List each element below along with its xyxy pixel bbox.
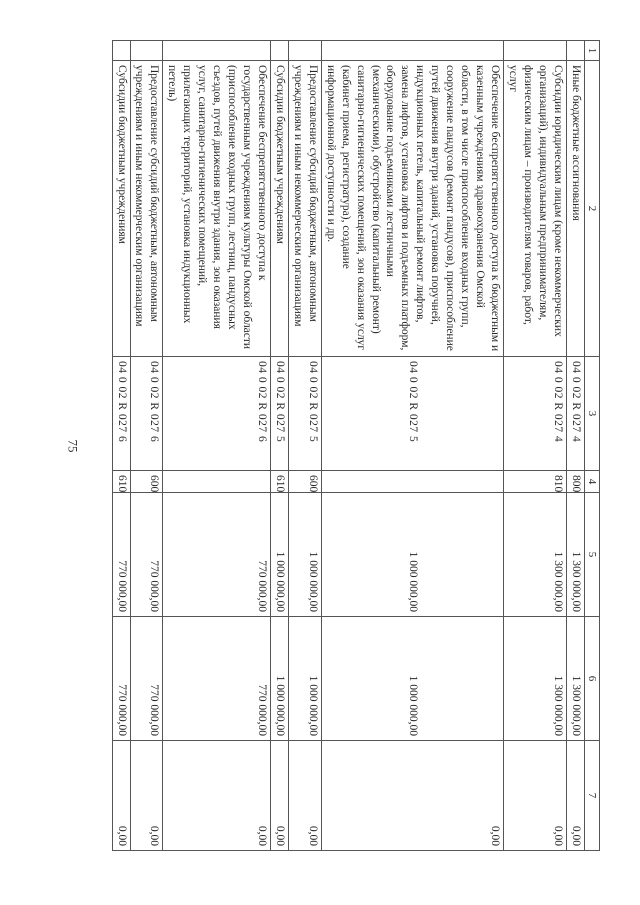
row-value-7: 0,00 — [112, 741, 130, 851]
row-kind: 800 — [566, 471, 584, 493]
table-row — [130, 41, 163, 851]
row-value-7: 0,00 — [288, 741, 321, 851]
row-name: Обеспечение беспрепятственного доступа к бюджетным и казенным учреждениям здравоохранения Омской области, в том числе приспособление входных групп, сооружение пандусов (ремонт пандусов), приспособление путей движения внутри зданий, установка поручней, индукционных петель, капитальный ремонт лифтов, замена лифтов, установка лифтов и подъемных платформ, оборудование подъемниками лестничными (механическими), обустройство (капитальный ремонт) санитарно-гигиенических помещений, зон оказания услуг (кабинет приема, регистратура), создание информационной доступности и др. — [321, 61, 503, 357]
row-index-cell — [566, 41, 584, 61]
row-value-6: 1 000 000,00 — [321, 617, 503, 741]
row-value-6: 770 000,00 — [112, 617, 130, 741]
row-name: Субсидии бюджетным учреждениям — [112, 61, 130, 357]
row-code: 04 0 02 R 027 4 — [566, 357, 584, 471]
row-name: Субсидии бюджетным учреждениям — [270, 61, 288, 357]
row-index-cell — [130, 41, 163, 61]
row-name: Иные бюджетные ассигнования — [566, 61, 584, 357]
row-index-cell — [288, 41, 321, 61]
row-value-6: 1 300 000,00 — [566, 617, 584, 741]
row-index-cell — [504, 41, 567, 61]
row-kind: 810 — [504, 471, 567, 493]
row-value-5: 770 000,00 — [130, 493, 163, 617]
table-row — [504, 41, 567, 851]
row-kind: 600 — [130, 471, 163, 493]
row-value-6: 1 000 000,00 — [270, 617, 288, 741]
row-value-7: 0,00 — [163, 741, 271, 851]
table-row — [112, 41, 130, 851]
page-number: 75 — [65, 439, 81, 453]
table-row — [566, 41, 584, 851]
row-value-5: 1 300 000,00 — [566, 493, 584, 617]
row-value-6: 1 300 000,00 — [504, 617, 567, 741]
row-value-5: 1 300 000,00 — [504, 493, 567, 617]
row-name: Предоставление субсидий бюджетным, автономным учреждениям и иным некоммерческим организациям — [130, 61, 163, 357]
row-value-5: 1 000 000,00 — [321, 493, 503, 617]
row-code: 04 0 02 R 027 5 — [321, 357, 503, 471]
row-value-7: 0,00 — [504, 741, 567, 851]
row-index-cell — [321, 41, 503, 61]
row-code: 04 0 02 R 027 6 — [130, 357, 163, 471]
row-kind — [321, 471, 503, 493]
row-value-5: 770 000,00 — [163, 493, 271, 617]
col-header-2: 2 — [584, 61, 599, 357]
row-value-6: 770 000,00 — [163, 617, 271, 741]
row-value-7: 0,00 — [566, 741, 584, 851]
row-name: Субсидии юридическим лицам (кроме некоммерческих организаций), индивидуальным предпринимателям, физическим лицам – производителям товаров, работ, услуг — [504, 61, 567, 357]
row-kind: 610 — [270, 471, 288, 493]
row-code: 04 0 02 R 027 6 — [112, 357, 130, 471]
row-value-7: 0,00 — [270, 741, 288, 851]
row-value-6: 1 000 000,00 — [288, 617, 321, 741]
row-code: 04 0 02 R 027 6 — [163, 357, 271, 471]
table-row — [321, 41, 503, 851]
row-code: 04 0 02 R 027 5 — [288, 357, 321, 471]
row-kind: 600 — [288, 471, 321, 493]
row-index-cell — [163, 41, 271, 61]
row-value-5: 1 000 000,00 — [270, 493, 288, 617]
row-value-6: 770 000,00 — [130, 617, 163, 741]
budget-table — [112, 40, 600, 851]
col-header-5: 5 — [584, 493, 599, 617]
row-code: 04 0 02 R 027 4 — [504, 357, 567, 471]
col-header-7: 7 — [584, 741, 599, 851]
row-index-cell — [112, 41, 130, 61]
row-name: Предоставление субсидий бюджетным, автономным учреждениям и иным некоммерческим организациям — [288, 61, 321, 357]
col-header-1: 1 — [584, 41, 599, 61]
table-row — [288, 41, 321, 851]
row-kind — [163, 471, 271, 493]
row-kind: 610 — [112, 471, 130, 493]
col-header-3: 3 — [584, 357, 599, 471]
row-value-7: 0,00 — [321, 741, 503, 851]
table-row — [270, 41, 288, 851]
table-row — [163, 41, 271, 851]
col-header-6: 6 — [584, 617, 599, 741]
rotated-page — [60, 40, 600, 850]
row-index-cell — [270, 41, 288, 61]
row-name: Обеспечение беспрепятственного доступа к государственным учреждениям культуры Омской области (приспособление входных групп, лестниц, пандусных съездов, путей движения внутри здания, зон оказания услуг, санитарно-гигиенических помещений, прилегающих территорий, установка индукционных петель) — [163, 61, 271, 357]
row-value-7: 0,00 — [130, 741, 163, 851]
row-value-5: 1 000 000,00 — [288, 493, 321, 617]
row-code: 04 0 02 R 027 5 — [270, 357, 288, 471]
header-row — [584, 41, 599, 851]
col-header-4: 4 — [584, 471, 599, 493]
row-value-5: 770 000,00 — [112, 493, 130, 617]
